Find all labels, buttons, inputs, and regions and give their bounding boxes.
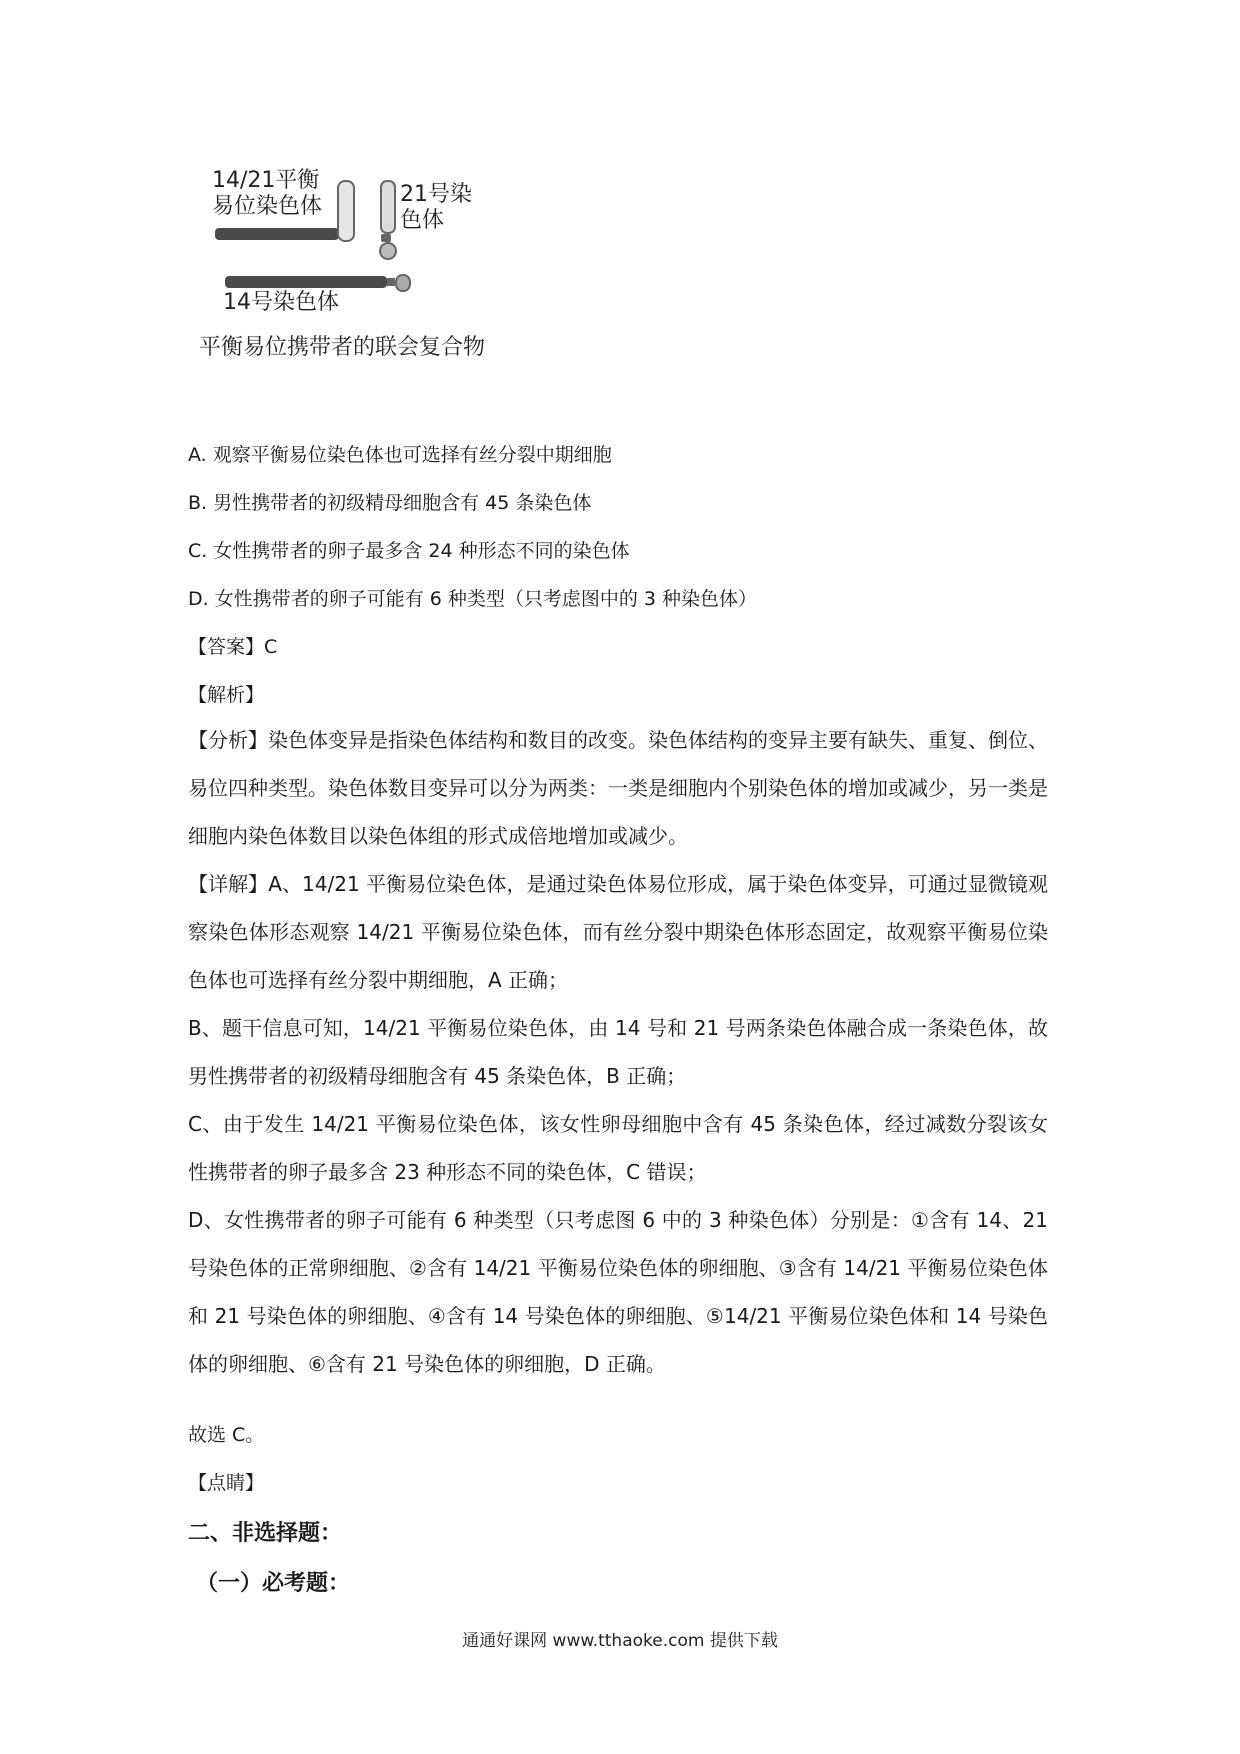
option-d: D. 女性携带者的卵子可能有 6 种类型（只考虑图中的 3 种染色体） bbox=[188, 588, 758, 610]
analysis-paragraph: 【分析】染色体变异是指染色体结构和数目的改变。染色体结构的变异主要有缺失、重复、倒位、易位四种类型。染色体数目变异可以分为两类：一类是细胞内个别染色体的增加或减少，另一类是细胞内染色体数目以染色体组的形式成倍地增加或减少。 bbox=[188, 728, 1048, 848]
label-translocation-chromosome: 14/21平衡易位染色体 bbox=[212, 168, 323, 219]
figure-caption: 平衡易位携带者的联会复合物 bbox=[199, 335, 486, 360]
option-b: B. 男性携带者的初级精母细胞含有 45 条染色体 bbox=[188, 492, 592, 514]
subsection-heading: （一）必考题： bbox=[196, 1571, 351, 1596]
label-chromosome-14: 14号染色体 bbox=[223, 290, 339, 315]
label-chromosome-21: 21号染色体 bbox=[400, 182, 472, 233]
question-body bbox=[188, 0, 1058, 1754]
detail-paragraph-c: C、由于发生 14/21 平衡易位染色体，该女性卵母细胞中含有 45 条染色体，经过减数分裂该女性携带者的卵子最多含 23 种形态不同的染色体，C 错误； bbox=[188, 1112, 1048, 1184]
detail-paragraph-d: D、女性携带者的卵子可能有 6 种类型（只考虑图 6 中的 3 种染色体）分别是：①含有 14、21 号染色体的正常卵细胞、②含有 14/21 平衡易位染色体的卵细胞、③含有 14/21 平衡易位染色体和 21 号染色体的卵细胞、④含有 14 号染色体的卵细胞、⑤14/21 平衡易位染色体和 14 号染色体的卵细胞、⑥含有 21 号染色体的卵细胞，D 正确。 bbox=[188, 1208, 1048, 1376]
section-heading: 二、非选择题： bbox=[188, 1521, 343, 1546]
option-a: A. 观察平衡易位染色体也可选择有丝分裂中期细胞 bbox=[188, 444, 612, 466]
conclusion-line: 故选 C。 bbox=[188, 1424, 265, 1446]
answer-line: 【答案】C bbox=[188, 636, 278, 658]
dianjing-tag: 【点睛】 bbox=[188, 1472, 265, 1494]
analysis-tag: 【解析】 bbox=[188, 684, 265, 706]
page-footer: 通通好课网 www.tthaoke.com 提供下载 bbox=[462, 1631, 778, 1651]
option-c: C. 女性携带者的卵子最多含 24 种形态不同的染色体 bbox=[188, 540, 630, 562]
detail-paragraph-a: 【详解】A、14/21 平衡易位染色体，是通过染色体易位形成，属于染色体变异，可通过显微镜观察染色体形态观察 14/21 平衡易位染色体，而有丝分裂中期染色体形态固定，故观察平衡易位染色体也可选择有丝分裂中期细胞，A 正确； bbox=[188, 872, 1048, 992]
detail-paragraph-b: B、题干信息可知，14/21 平衡易位染色体，由 14 号和 21 号两条染色体融合成一条染色体，故男性携带者的初级精母细胞含有 45 条染色体，B 正确； bbox=[188, 1016, 1048, 1088]
